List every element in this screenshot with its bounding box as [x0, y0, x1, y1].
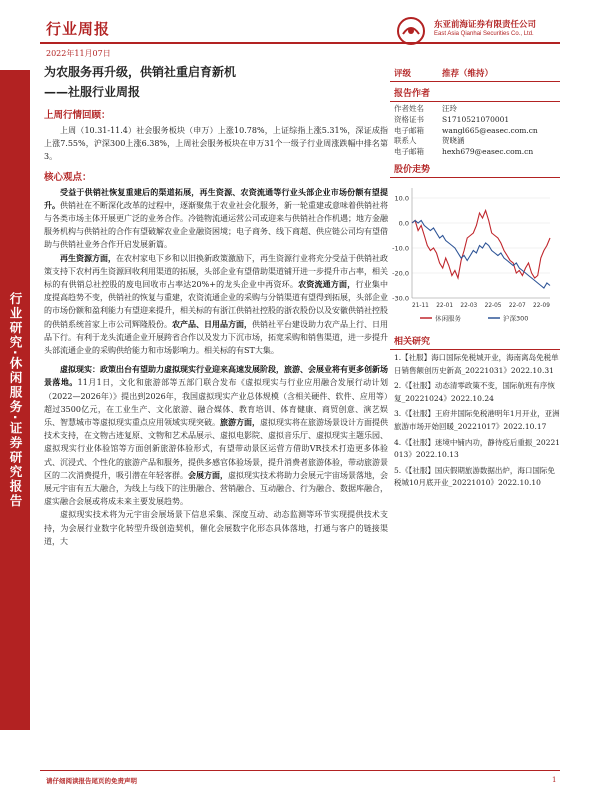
stock-chart-svg	[390, 180, 560, 330]
analyst-row	[394, 104, 560, 115]
report-type-title: 行业周报	[46, 20, 111, 38]
header-rule	[40, 42, 560, 44]
company-name-en: East Asia Qianhai Securities Co., Ltd.	[434, 31, 534, 37]
core-paragraph-4: 虚拟现实技术将为元宇宙会展场景下信息采集、深度互动、动态监测等环节实现提供技术支持，为会展行业数字化转型升级创造契机，催化会展数字化形态具体落地，打通与客户的链接渠道，大	[44, 510, 388, 546]
core-paragraph-2	[40, 252, 388, 358]
related-report-link[interactable]: 5.《【社服】国庆假期旅游数据出炉，海口国际免税城10月底开业_20221010》2022.10.10	[394, 465, 555, 488]
x-tick-label: 21-11	[412, 302, 429, 309]
analyst-value: S1710521070001	[442, 114, 510, 124]
core-paragraph-1-body: 供销社在不断深化改革的过程中，逐渐聚焦于农业社会化服务，新一轮重建或意味着供销社将与各类市场主体开展更广泛的业务合作。冷链物流通运营公司或迎来与供销社合作机遇；地方金融服务机构与供销社的合作有望破解农业企业融资困境；电子商务、线下商超、供应链公司均有望借助与供销社业务合作开启发展新篇。	[44, 200, 388, 250]
exhibition-lead: 会展方面，	[188, 469, 228, 480]
goods-body: 供销社平台建设助力农产品上行、日用品下行。有利于龙头流通企业开展跨省合作以及发力下沉市场，拓宽采购和销售渠道，进一步提升头部流通企业的采购供给能力和市场影响力。相关标的有ST大集。	[44, 319, 388, 356]
recycling-body: 在农村家电下乡和以旧换新政策激励下，再生资源行业将充分受益于供销社政策支持下农村再生资源回收利用渠道的拓展，头部企业有望借助渠道铺开进一步提升市占率，相关标的有供销总社控股的废电回收市占率达20%+的龙头企业中再资环。	[44, 253, 388, 290]
analyst-info	[390, 104, 560, 158]
y-tick-label: 10.0	[394, 194, 409, 203]
exhibition-body: 虚拟现实技术将助力会展元宇宙场景落地，会展元宇宙有五大融合，为线上与线下的注册融合、营销融合、互动融合、行为融合、数据库融合，虚实融合会展或将成未来主要发展趋势。	[44, 470, 388, 507]
goods-lead: 农产品、日用品方面，	[172, 318, 252, 329]
analyst-row	[394, 136, 560, 147]
analyst-value: 汪玲	[442, 104, 457, 113]
page-number: 1	[552, 776, 557, 784]
analyst-key: 电子邮箱	[394, 125, 424, 135]
analyst-email[interactable]: hexh679@easec.com.cn	[442, 147, 534, 157]
rating-value: 推荐（维持）	[442, 69, 494, 79]
company-logo-icon	[396, 16, 426, 46]
info-column	[390, 62, 560, 493]
related-report-link[interactable]: 2.《【社服】动态清零政策不变，国际航班有序恢复_20221024》2022.10.24	[394, 381, 555, 403]
report-subtitle: ——社服行业周报	[44, 85, 141, 99]
tourism-lead: 旅游方面，	[220, 417, 260, 428]
stock-chart-heading: 股价走势	[390, 162, 560, 178]
x-tick-label: 22-01	[436, 302, 454, 309]
analyst-key: 联系人	[394, 136, 417, 146]
section-heading-review: 上周行情回顾：	[44, 110, 111, 121]
company-name: 东亚前海证券有限责任公司	[434, 20, 537, 30]
y-tick-label: -20.0	[392, 269, 409, 278]
x-tick-label: 22-05	[484, 302, 502, 309]
x-tick-label: 22-03	[460, 302, 478, 309]
analyst-value: 贺晓涵	[442, 136, 465, 146]
review-paragraph: 上周（10.31-11.4）社会服务板块（申万）上涨10.78%，上证综指上涨5.31%，深证成指上涨7.55%，沪深300上涨6.38%，上周社会服务板块在申万31个一级子行业周涨跌幅中排名第3。	[44, 126, 388, 162]
tourism-body: 虚拟现实将在旅游场景设计方面提供技术支持，在文物古迹复原、文物和艺术品展示、虚拟电影院、虚拟音乐厅、虚拟现实主题乐园、虚拟现实行业体验馆等方面创新旅游体验形式，有望带动景区运营方借助VR技术打造更多体验式、沉浸式、个性化的旅游产品和服务，提供多感官体验场景，提升消费者旅游体验，带动旅游景区的二次消费提升，吸引潜在年轻客群。	[44, 418, 388, 480]
related-report-link[interactable]: 1.【社服】海口国际免税城开业，海南离岛免税单日销售额创历史新高_20221031》2022.10.31	[394, 352, 559, 375]
rating-label: 评级	[394, 69, 412, 79]
stock-price-chart	[390, 180, 560, 330]
analyst-heading: 报告作者	[390, 86, 560, 102]
y-tick-label: -30.0	[392, 294, 409, 303]
rating-row	[390, 62, 560, 82]
related-report-link[interactable]: 4.《【社服】迷境中铺内功，静待疫后重振_20221013》2022.10.13	[394, 437, 561, 460]
analyst-row	[394, 115, 560, 126]
report-header	[40, 12, 560, 56]
sidebar-label: 行业研究·休闲服务·证券研究报告	[8, 291, 23, 509]
vr-body: 11月1日，文化和旅游部等五部门联合发布《虚拟现实与行业应用融合发展行动计划（2022—2026年）》提出到2026年，我国虚拟现实产业总体规模（含相关硬件、软件、应用等）超过3500亿元，在工业生产、文化旅游、融合媒体、教育培训、体育健康、商贸创意、演艺娱乐、智慧城市等虚拟现实重点应用领域实现突破。	[44, 378, 388, 428]
vr-lead: 虚拟现实：政策出台有望助力虚拟现实行业迎来高速发展阶段，旅游、会展业将有更多创新场景落地。	[44, 364, 388, 388]
recycling-lead: 再生资源方面，	[60, 252, 116, 263]
analyst-row	[394, 126, 560, 137]
y-tick-label: 0.0	[398, 219, 409, 228]
related-report-link[interactable]: 3.《【社服】王府井国际免税港明年1月开业，亚洲旅游市场开始回暖_20221017》2022.10.17	[394, 409, 560, 431]
main-content	[40, 62, 388, 548]
disclaimer-note: 请仔细阅读报告尾页的免责声明	[46, 777, 137, 785]
agri-supply-lead: 农资流通方面，	[298, 279, 356, 290]
x-tick-label: 22-07	[508, 302, 526, 309]
section-heading-core: 核心观点：	[44, 171, 92, 183]
report-title: 为农服务再升级，供销社重启育新机	[44, 65, 237, 79]
agri-supply-body: 行业集中度提高趋势不变，供销社的恢复与重建，农资流通企业的采购与分销渠道有望得到拓展，头部企业的市场份额和盈利能力有望迎来提升，相关标的有浙江供销社控股的浙农股份以及安徽供销社控股的供销系统首家上市公司辉隆股份。	[44, 280, 389, 329]
legend-label: 休闲服务	[435, 314, 461, 323]
legend-label: 沪深300	[503, 314, 529, 323]
related-research-list	[390, 352, 560, 490]
analyst-key: 电子邮箱	[394, 147, 424, 157]
core-paragraph-1-lead: 受益于供销社恢复重建后的渠道拓展，再生资源、农资流通等行业头部企业市场份额有望提升。	[44, 186, 388, 210]
series-line-leisure	[412, 210, 550, 278]
y-tick-label: -10.0	[392, 244, 409, 253]
related-heading: 相关研究	[390, 334, 560, 350]
footer-rule	[40, 770, 560, 771]
analyst-key: 作者姓名	[394, 104, 424, 113]
analyst-email[interactable]: wangl665@easec.com.cn	[442, 125, 538, 135]
series-line-csi300	[412, 220, 550, 288]
analyst-key: 资格证书	[394, 114, 424, 124]
category-sidebar	[0, 70, 30, 730]
core-paragraph-3	[40, 363, 388, 508]
x-tick-label: 22-09	[533, 302, 550, 309]
core-paragraph-1	[40, 186, 388, 252]
report-date: 2022年11月07日	[46, 49, 111, 58]
analyst-row	[394, 147, 560, 158]
page-footer	[40, 770, 560, 790]
